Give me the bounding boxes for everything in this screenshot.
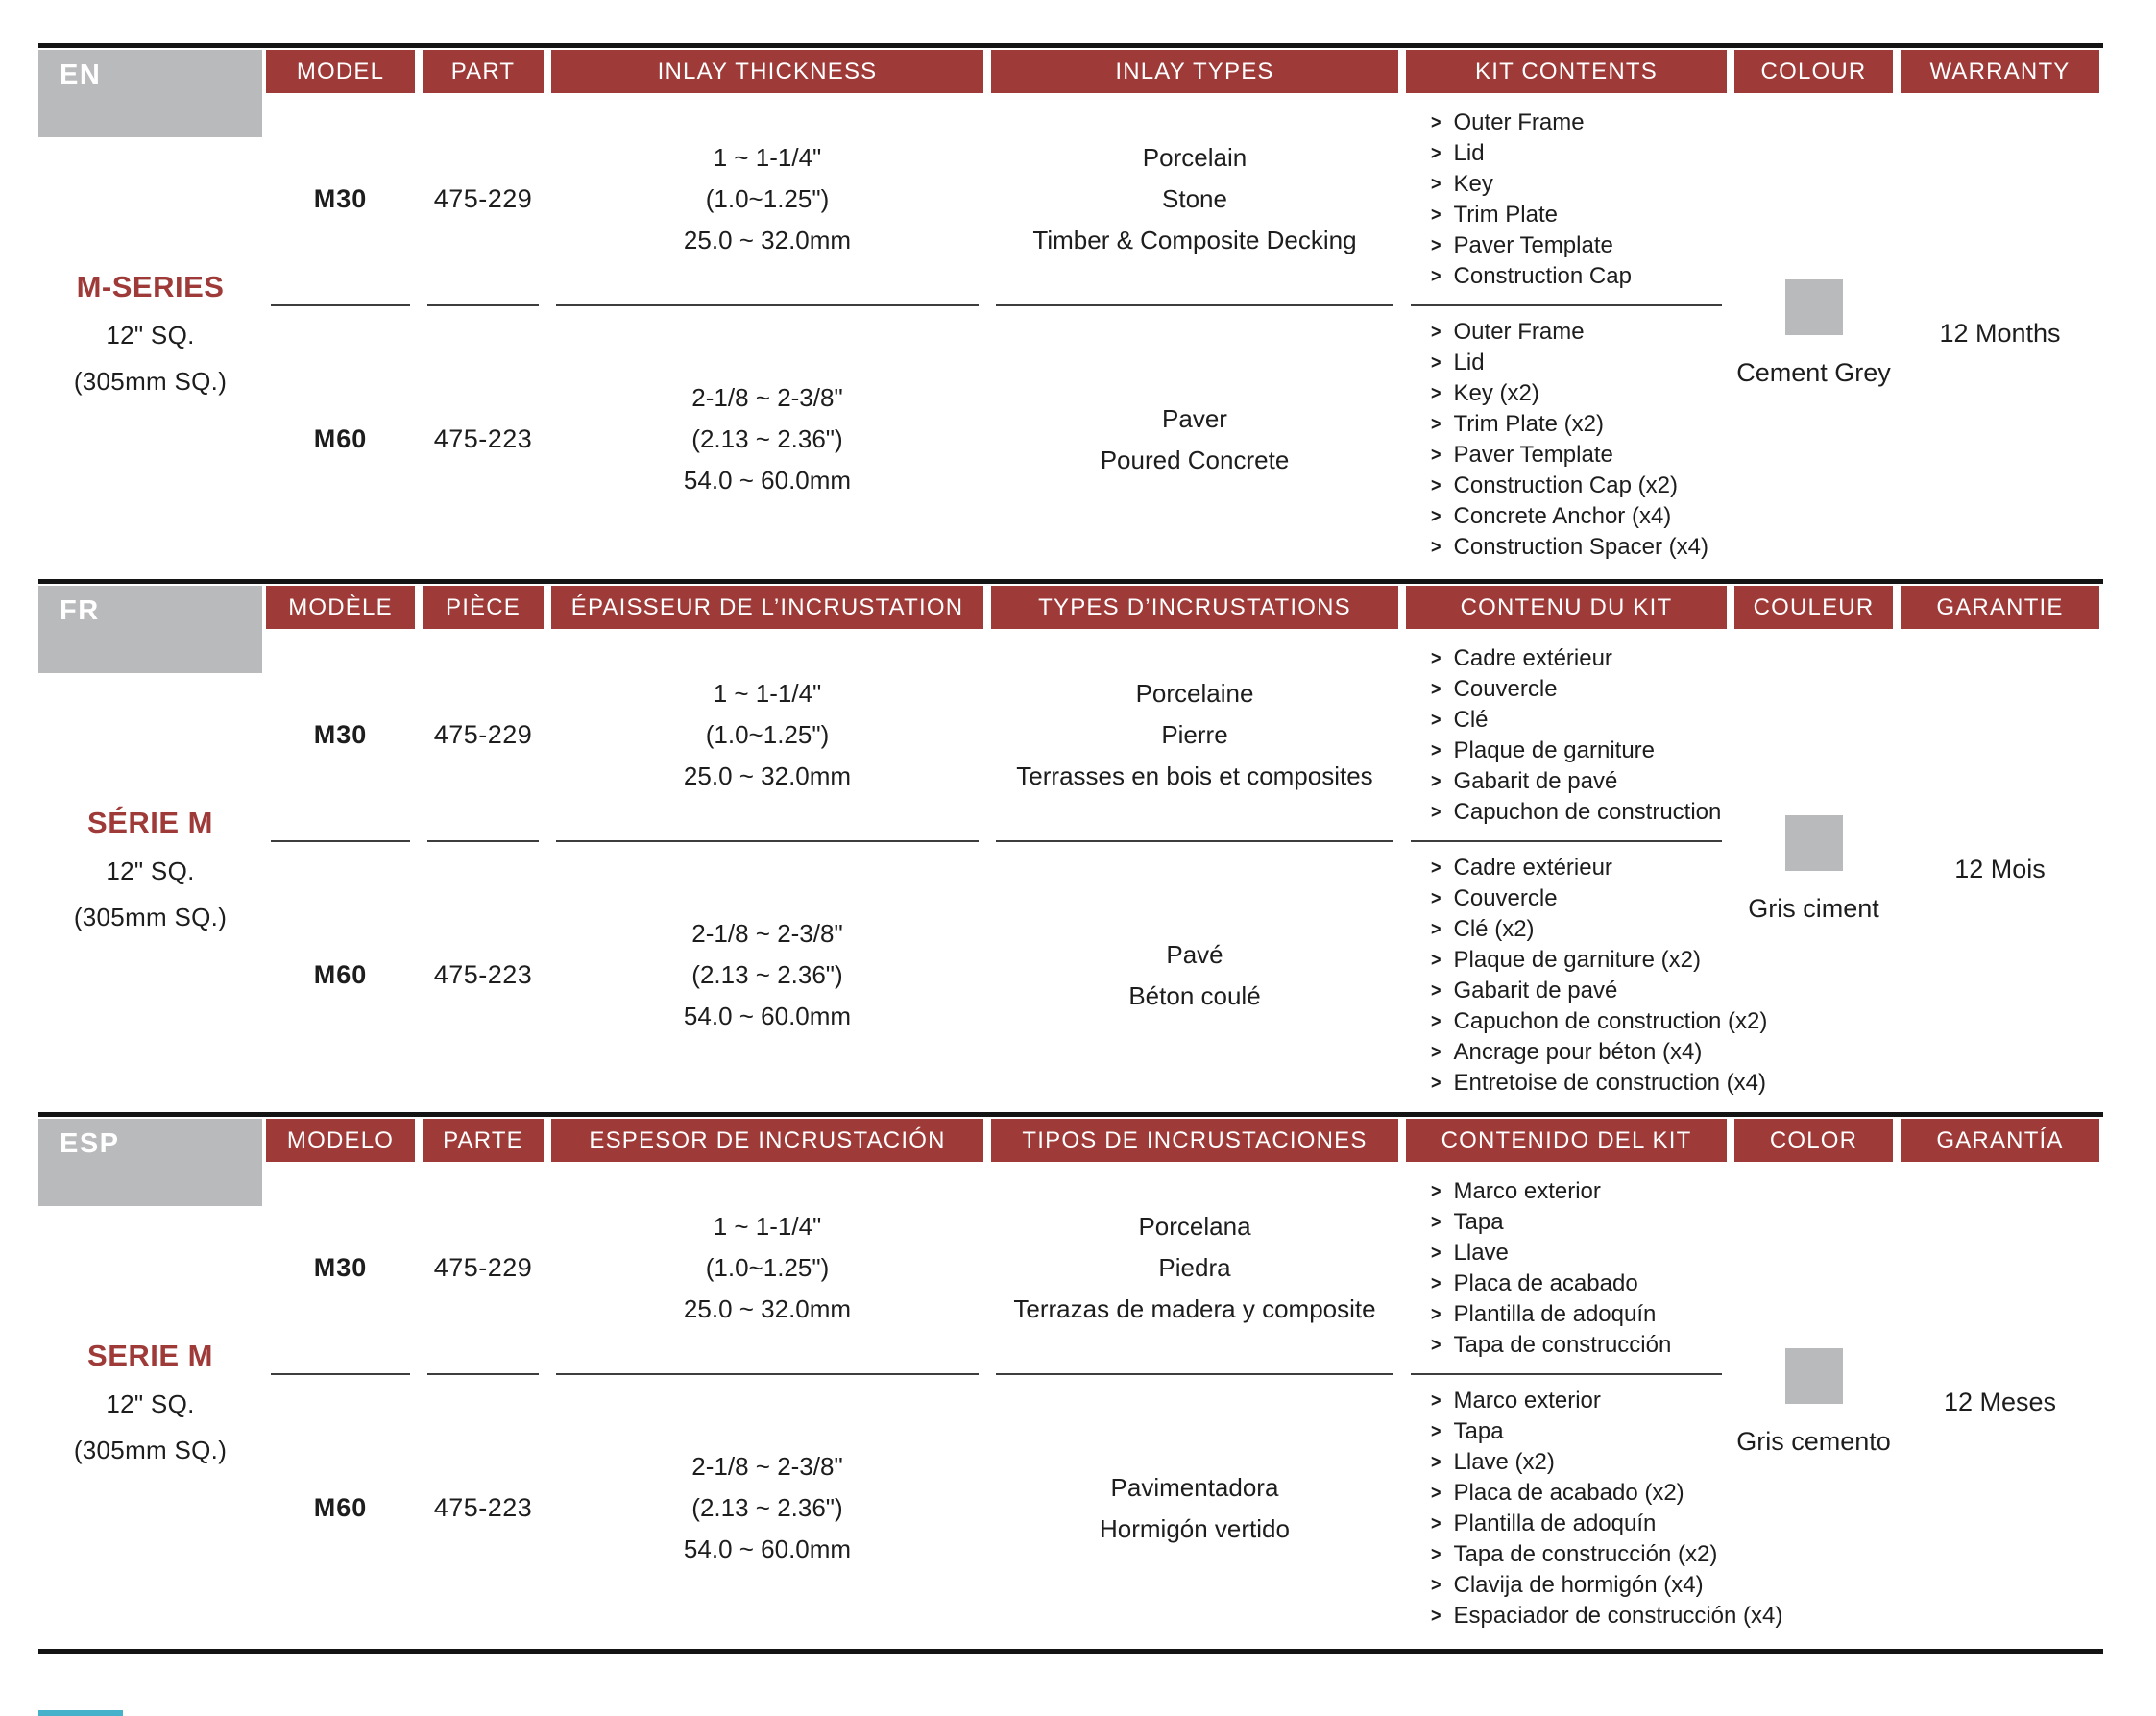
arrow-bullet-icon: > bbox=[1431, 1604, 1441, 1627]
arrow-bullet-icon: > bbox=[1431, 1210, 1441, 1233]
warranty-value: 12 Months bbox=[1939, 318, 2061, 348]
header-model: MODELO bbox=[266, 1119, 415, 1162]
kit-item bbox=[1431, 261, 1632, 292]
thickness-line: 54.0 ~ 60.0mm bbox=[683, 1002, 852, 1030]
kit-item bbox=[1431, 797, 1721, 828]
header-inlay-thickness: INLAY THICKNESS bbox=[551, 50, 983, 93]
inlay-thickness-cell bbox=[547, 305, 987, 573]
kit-item-label: Key (x2) bbox=[1453, 379, 1539, 406]
arrow-bullet-icon: > bbox=[1431, 1573, 1441, 1596]
header-inlay-types: TYPES D’INCRUSTATIONS bbox=[991, 586, 1398, 629]
header-kit-contents: CONTENU DU KIT bbox=[1406, 586, 1727, 629]
section-esp bbox=[38, 1112, 2103, 1648]
inlay-thickness-cell bbox=[547, 629, 987, 841]
inlay-type: Stone bbox=[1162, 184, 1227, 213]
arrow-bullet-icon: > bbox=[1431, 856, 1441, 879]
kit-item-label: Plantilla de adoquín bbox=[1453, 1510, 1657, 1536]
inlay-types-cell bbox=[987, 629, 1402, 841]
kit-item-label: Clavija de hormigón (x4) bbox=[1453, 1571, 1704, 1598]
arrow-bullet-icon: > bbox=[1431, 917, 1441, 940]
arrow-bullet-icon: > bbox=[1431, 708, 1441, 731]
arrow-bullet-icon: > bbox=[1431, 141, 1441, 164]
part-number: 475-223 bbox=[433, 1493, 533, 1522]
inlay-type: Terrazas de madera y composite bbox=[1013, 1294, 1376, 1323]
thickness-line: (1.0~1.25") bbox=[705, 1253, 830, 1282]
inlay-thickness-cell bbox=[547, 1374, 987, 1642]
part-cell bbox=[419, 841, 547, 1109]
kit-item-label: Trim Plate (x2) bbox=[1453, 410, 1604, 437]
section-en bbox=[38, 43, 2103, 579]
series-name: M-SERIES bbox=[76, 270, 225, 303]
warranty-cell bbox=[1897, 629, 2103, 1109]
arrow-bullet-icon: > bbox=[1431, 886, 1441, 909]
kit-item bbox=[1431, 853, 1612, 883]
kit-item-label: Placa de acabado bbox=[1453, 1269, 1638, 1296]
language-tab-fr bbox=[38, 586, 262, 673]
inlay-type: Paver bbox=[1162, 403, 1227, 433]
model-number: M30 bbox=[313, 720, 368, 749]
arrow-bullet-icon: > bbox=[1431, 412, 1441, 435]
kit-contents-cell bbox=[1402, 841, 1768, 1109]
arrow-bullet-icon: > bbox=[1431, 738, 1441, 761]
kit-item bbox=[1431, 409, 1604, 440]
kit-item bbox=[1431, 1386, 1601, 1416]
inlay-type: Terrasses en bois et composites bbox=[1016, 761, 1373, 790]
arrow-bullet-icon: > bbox=[1431, 381, 1441, 404]
part-number: 475-223 bbox=[433, 424, 533, 453]
header-model: MODÈLE bbox=[266, 586, 415, 629]
header-colour: COLOUR bbox=[1734, 50, 1893, 93]
kit-item-label: Plaque de garniture bbox=[1453, 737, 1655, 763]
arrow-bullet-icon: > bbox=[1431, 769, 1441, 792]
language-label: EN bbox=[60, 60, 102, 90]
model-cell bbox=[262, 93, 419, 305]
arrow-bullet-icon: > bbox=[1431, 443, 1441, 466]
arrow-bullet-icon: > bbox=[1431, 535, 1441, 558]
arrow-bullet-icon: > bbox=[1431, 646, 1441, 669]
colour-cell bbox=[1731, 629, 1897, 1109]
thickness-line: 25.0 ~ 32.0mm bbox=[683, 761, 852, 790]
kit-item-label: Tapa de construcción bbox=[1453, 1331, 1672, 1358]
kit-item bbox=[1431, 1330, 1671, 1361]
kit-item bbox=[1431, 883, 1558, 914]
arrow-bullet-icon: > bbox=[1431, 677, 1441, 700]
arrow-bullet-icon: > bbox=[1431, 800, 1441, 823]
thickness-line: 1 ~ 1-1/4" bbox=[713, 1212, 822, 1241]
kit-item bbox=[1431, 169, 1493, 200]
arrow-bullet-icon: > bbox=[1431, 110, 1441, 133]
kit-item bbox=[1431, 1207, 1504, 1238]
kit-item-label: Outer Frame bbox=[1453, 109, 1585, 135]
kit-item-label: Clé bbox=[1453, 706, 1489, 733]
language-tab-esp bbox=[38, 1119, 262, 1206]
kit-item bbox=[1431, 378, 1539, 409]
inlay-type: Poured Concrete bbox=[1100, 445, 1290, 474]
inlay-types-cell bbox=[987, 305, 1402, 573]
header-kit-contents: KIT CONTENTS bbox=[1406, 50, 1727, 93]
series-size-mm: (305mm SQ.) bbox=[73, 367, 228, 396]
kit-item-label: Lid bbox=[1453, 139, 1485, 166]
inlay-thickness-cell bbox=[547, 841, 987, 1109]
kit-item-label: Cadre extérieur bbox=[1453, 644, 1612, 671]
series-size-inches: 12" SQ. bbox=[106, 321, 195, 350]
kit-item-label: Key bbox=[1453, 170, 1493, 197]
model-number: M60 bbox=[313, 960, 368, 989]
kit-item-label: Marco exterior bbox=[1453, 1387, 1601, 1414]
header-row bbox=[38, 586, 2103, 629]
thickness-line: 2-1/8 ~ 2-3/8" bbox=[691, 1452, 843, 1481]
part-number: 475-223 bbox=[433, 960, 533, 989]
inlay-type: Béton coulé bbox=[1128, 980, 1261, 1010]
header-part: PART bbox=[423, 50, 544, 93]
arrow-bullet-icon: > bbox=[1431, 1511, 1441, 1535]
inlay-types-cell bbox=[987, 1374, 1402, 1642]
header-row bbox=[38, 1119, 2103, 1162]
kit-item bbox=[1431, 976, 1617, 1006]
inlay-type: Pavé bbox=[1166, 939, 1223, 969]
arrow-bullet-icon: > bbox=[1431, 1542, 1441, 1565]
thickness-line: 2-1/8 ~ 2-3/8" bbox=[691, 919, 843, 948]
arrow-bullet-icon: > bbox=[1431, 1071, 1441, 1094]
model-number: M30 bbox=[313, 1253, 368, 1282]
kit-item bbox=[1431, 1037, 1702, 1068]
series-info bbox=[38, 1162, 262, 1642]
series-size-inches: 12" SQ. bbox=[106, 1390, 195, 1418]
part-cell bbox=[419, 629, 547, 841]
header-inlay-thickness: ESPESOR DE INCRUSTACIÓN bbox=[551, 1119, 983, 1162]
model-number: M30 bbox=[313, 184, 368, 213]
header-colour: COULEUR bbox=[1734, 586, 1893, 629]
bottom-accent-mark bbox=[38, 1710, 123, 1716]
model-cell bbox=[262, 1162, 419, 1374]
kit-item-label: Gabarit de pavé bbox=[1453, 977, 1618, 1003]
arrow-bullet-icon: > bbox=[1431, 350, 1441, 374]
kit-item-label: Espaciador de construcción (x4) bbox=[1453, 1602, 1783, 1629]
kit-item-label: Construction Cap (x2) bbox=[1453, 471, 1678, 498]
model-number: M60 bbox=[313, 1493, 368, 1522]
series-size-inches: 12" SQ. bbox=[106, 857, 195, 885]
model-cell bbox=[262, 305, 419, 573]
header-inlay-thickness: ÉPAISSEUR DE L’INCRUSTATION bbox=[551, 586, 983, 629]
arrow-bullet-icon: > bbox=[1431, 1040, 1441, 1063]
kit-item-label: Outer Frame bbox=[1453, 318, 1585, 345]
inlay-type: Piedra bbox=[1158, 1253, 1231, 1282]
arrow-bullet-icon: > bbox=[1431, 1450, 1441, 1473]
series-size-mm: (305mm SQ.) bbox=[73, 1436, 228, 1464]
kit-contents-cell bbox=[1402, 629, 1731, 841]
kit-item-label: Entretoise de construction (x4) bbox=[1453, 1069, 1767, 1096]
thickness-line: 54.0 ~ 60.0mm bbox=[683, 466, 852, 495]
kit-item bbox=[1431, 471, 1678, 501]
series-name: SERIE M bbox=[87, 1339, 213, 1372]
colour-name: Gris ciment bbox=[1748, 893, 1879, 923]
arrow-bullet-icon: > bbox=[1431, 504, 1441, 527]
series-info bbox=[38, 93, 262, 573]
arrow-bullet-icon: > bbox=[1431, 233, 1441, 256]
kit-item bbox=[1431, 643, 1612, 674]
section-body bbox=[38, 1162, 2103, 1642]
header-warranty: GARANTÍA bbox=[1901, 1119, 2099, 1162]
kit-item bbox=[1431, 736, 1655, 766]
kit-item bbox=[1431, 138, 1485, 169]
thickness-line: 25.0 ~ 32.0mm bbox=[683, 226, 852, 254]
colour-swatch bbox=[1785, 815, 1843, 871]
kit-item-label: Paver Template bbox=[1453, 231, 1613, 258]
header-row bbox=[38, 50, 2103, 93]
kit-item bbox=[1431, 1238, 1509, 1269]
thickness-line: 1 ~ 1-1/4" bbox=[713, 679, 822, 708]
kit-item-label: Couvercle bbox=[1453, 675, 1558, 702]
inlay-type: Porcelaine bbox=[1135, 679, 1254, 708]
kit-item bbox=[1431, 674, 1558, 705]
colour-swatch bbox=[1785, 1348, 1843, 1404]
arrow-bullet-icon: > bbox=[1431, 473, 1441, 496]
part-number: 475-229 bbox=[433, 1253, 533, 1282]
inlay-type: Hormigón vertido bbox=[1100, 1513, 1290, 1543]
inlay-thickness-cell bbox=[547, 93, 987, 305]
section-top-rule bbox=[38, 1112, 2103, 1117]
model-number: M60 bbox=[313, 424, 368, 453]
part-number: 475-229 bbox=[433, 720, 533, 749]
kit-item bbox=[1431, 1006, 1767, 1037]
arrow-bullet-icon: > bbox=[1431, 320, 1441, 343]
kit-item bbox=[1431, 440, 1613, 471]
series-size-mm: (305mm SQ.) bbox=[73, 903, 228, 931]
kit-item-label: Paver Template bbox=[1453, 441, 1613, 468]
thickness-line: (2.13 ~ 2.36") bbox=[691, 1493, 843, 1522]
kit-item bbox=[1431, 914, 1535, 945]
kit-item-label: Construction Cap bbox=[1453, 262, 1632, 289]
kit-item bbox=[1431, 348, 1485, 378]
kit-item bbox=[1431, 1539, 1717, 1570]
model-cell bbox=[262, 629, 419, 841]
kit-item bbox=[1431, 200, 1558, 230]
arrow-bullet-icon: > bbox=[1431, 1179, 1441, 1202]
warranty-cell bbox=[1897, 93, 2103, 573]
header-warranty: WARRANTY bbox=[1901, 50, 2099, 93]
kit-item bbox=[1431, 766, 1617, 797]
kit-item-label: Plantilla de adoquín bbox=[1453, 1300, 1657, 1327]
kit-item bbox=[1431, 1068, 1766, 1099]
inlay-type: Porcelana bbox=[1138, 1212, 1251, 1241]
warranty-cell bbox=[1897, 1162, 2103, 1642]
warranty-value: 12 Mois bbox=[1954, 854, 2046, 883]
colour-cell bbox=[1731, 1162, 1897, 1642]
language-label: ESP bbox=[60, 1128, 120, 1159]
kit-item-label: Concrete Anchor (x4) bbox=[1453, 502, 1672, 529]
header-warranty: GARANTIE bbox=[1901, 586, 2099, 629]
thickness-line: 1 ~ 1-1/4" bbox=[713, 143, 822, 172]
series-info bbox=[38, 629, 262, 1109]
arrow-bullet-icon: > bbox=[1431, 1419, 1441, 1442]
kit-item bbox=[1431, 1299, 1656, 1330]
part-cell bbox=[419, 305, 547, 573]
arrow-bullet-icon: > bbox=[1431, 1481, 1441, 1504]
kit-item bbox=[1431, 1447, 1555, 1478]
kit-item-label: Capuchon de construction bbox=[1453, 798, 1722, 825]
part-cell bbox=[419, 1374, 547, 1642]
kit-item bbox=[1431, 317, 1585, 348]
arrow-bullet-icon: > bbox=[1431, 1271, 1441, 1294]
header-inlay-types: INLAY TYPES bbox=[991, 50, 1398, 93]
section-top-rule bbox=[38, 43, 2103, 48]
inlay-types-cell bbox=[987, 1162, 1402, 1374]
kit-item bbox=[1431, 1478, 1684, 1509]
kit-contents-cell bbox=[1402, 1374, 1783, 1642]
arrow-bullet-icon: > bbox=[1431, 172, 1441, 195]
kit-item-label: Ancrage pour béton (x4) bbox=[1453, 1038, 1703, 1065]
model-cell bbox=[262, 1374, 419, 1642]
inlay-type: Timber & Composite Decking bbox=[1032, 226, 1357, 254]
arrow-bullet-icon: > bbox=[1431, 1389, 1441, 1412]
inlay-type: Pierre bbox=[1161, 720, 1228, 749]
kit-item-label: Cadre extérieur bbox=[1453, 854, 1612, 881]
language-label: FR bbox=[60, 595, 100, 626]
inlay-types-cell bbox=[987, 841, 1402, 1109]
arrow-bullet-icon: > bbox=[1431, 264, 1441, 287]
kit-contents-cell bbox=[1402, 1162, 1731, 1374]
thickness-line: (1.0~1.25") bbox=[705, 720, 830, 749]
kit-item bbox=[1431, 945, 1701, 976]
kit-item bbox=[1431, 108, 1585, 138]
kit-item bbox=[1431, 1416, 1504, 1447]
kit-item bbox=[1431, 1570, 1704, 1601]
language-tab-en bbox=[38, 50, 262, 137]
part-cell bbox=[419, 93, 547, 305]
kit-item-label: Gabarit de pavé bbox=[1453, 767, 1618, 794]
kit-item-label: Tapa bbox=[1453, 1417, 1504, 1444]
model-cell bbox=[262, 841, 419, 1109]
section-fr bbox=[38, 579, 2103, 1115]
kit-item bbox=[1431, 1176, 1601, 1207]
series-name: SÉRIE M bbox=[87, 806, 213, 839]
colour-swatch bbox=[1785, 279, 1843, 335]
kit-item-label: Placa de acabado (x2) bbox=[1453, 1479, 1684, 1506]
table-bottom-rule bbox=[38, 1649, 2103, 1654]
part-cell bbox=[419, 1162, 547, 1374]
arrow-bullet-icon: > bbox=[1431, 948, 1441, 971]
warranty-value: 12 Meses bbox=[1943, 1387, 2057, 1416]
kit-item-label: Capuchon de construction (x2) bbox=[1453, 1007, 1768, 1034]
kit-item-label: Lid bbox=[1453, 349, 1485, 375]
header-inlay-types: TIPOS DE INCRUSTACIONES bbox=[991, 1119, 1398, 1162]
kit-item bbox=[1431, 230, 1613, 261]
inlay-thickness-cell bbox=[547, 1162, 987, 1374]
inlay-type: Pavimentadora bbox=[1110, 1472, 1279, 1502]
inlay-types-cell bbox=[987, 93, 1402, 305]
kit-item bbox=[1431, 705, 1489, 736]
kit-item bbox=[1431, 1269, 1638, 1299]
kit-contents-cell bbox=[1402, 93, 1731, 305]
kit-item bbox=[1431, 501, 1671, 532]
thickness-line: (2.13 ~ 2.36") bbox=[691, 424, 843, 453]
header-kit-contents: CONTENIDO DEL KIT bbox=[1406, 1119, 1727, 1162]
kit-item-label: Marco exterior bbox=[1453, 1177, 1601, 1204]
section-body bbox=[38, 629, 2103, 1109]
kit-item-label: Trim Plate bbox=[1453, 201, 1558, 228]
inlay-type: Porcelain bbox=[1142, 143, 1248, 172]
kit-item-label: Llave bbox=[1453, 1239, 1509, 1266]
kit-item-label: Couvercle bbox=[1453, 884, 1558, 911]
kit-item-label: Plaque de garniture (x2) bbox=[1453, 946, 1701, 973]
thickness-line: 54.0 ~ 60.0mm bbox=[683, 1535, 852, 1563]
kit-contents-cell bbox=[1402, 305, 1731, 573]
arrow-bullet-icon: > bbox=[1431, 1333, 1441, 1356]
arrow-bullet-icon: > bbox=[1431, 1241, 1441, 1264]
header-model: MODEL bbox=[266, 50, 415, 93]
part-number: 475-229 bbox=[433, 184, 533, 213]
kit-item bbox=[1431, 532, 1708, 563]
kit-item-label: Construction Spacer (x4) bbox=[1453, 533, 1708, 560]
section-body bbox=[38, 93, 2103, 573]
arrow-bullet-icon: > bbox=[1431, 203, 1441, 226]
kit-item-label: Tapa bbox=[1453, 1208, 1504, 1235]
header-part: PIÈCE bbox=[423, 586, 544, 629]
kit-item bbox=[1431, 1509, 1656, 1539]
colour-cell bbox=[1731, 93, 1897, 573]
colour-name: Gris cemento bbox=[1736, 1426, 1891, 1456]
thickness-line: 2-1/8 ~ 2-3/8" bbox=[691, 383, 843, 412]
kit-item-label: Clé (x2) bbox=[1453, 915, 1535, 942]
colour-name: Cement Grey bbox=[1736, 357, 1891, 387]
arrow-bullet-icon: > bbox=[1431, 1302, 1441, 1325]
arrow-bullet-icon: > bbox=[1431, 979, 1441, 1002]
section-top-rule bbox=[38, 579, 2103, 584]
header-part: PARTE bbox=[423, 1119, 544, 1162]
thickness-line: (1.0~1.25") bbox=[705, 184, 830, 213]
kit-item-label: Tapa de construcción (x2) bbox=[1453, 1540, 1718, 1567]
arrow-bullet-icon: > bbox=[1431, 1009, 1441, 1032]
kit-item-label: Llave (x2) bbox=[1453, 1448, 1555, 1475]
header-colour: COLOR bbox=[1734, 1119, 1893, 1162]
thickness-line: (2.13 ~ 2.36") bbox=[691, 960, 843, 989]
thickness-line: 25.0 ~ 32.0mm bbox=[683, 1294, 852, 1323]
